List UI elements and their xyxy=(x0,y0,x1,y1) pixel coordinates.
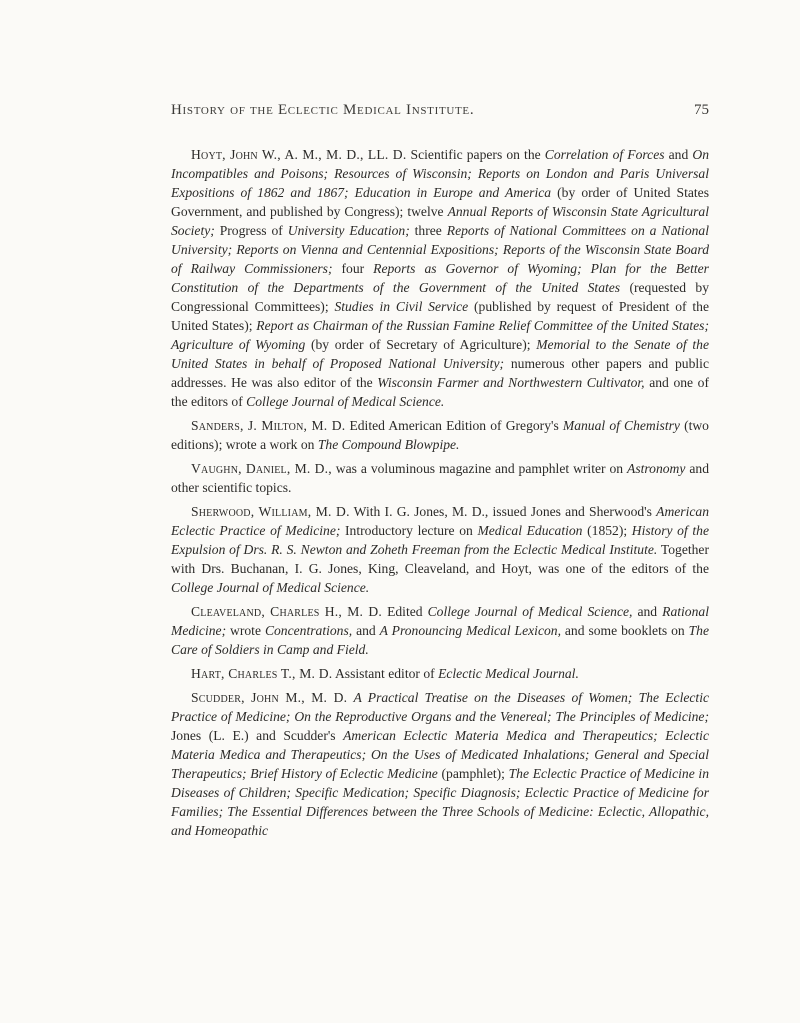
entry-text: (two editions); wrote a work on xyxy=(171,418,709,452)
entry-text: Edited American Edition of Gregory's xyxy=(345,418,563,433)
italic-title: Rational Medicine; xyxy=(171,604,709,638)
italic-title: History of the Expulsion of Drs. R. S. Newton and Zoheth Freeman from the Eclectic Medical Institute. xyxy=(171,523,709,557)
page-number: 75 xyxy=(694,102,709,118)
entry-text: With I. G. Jones, M. D., issued Jones and Sherwood's xyxy=(349,504,657,519)
italic-title: Astronomy xyxy=(627,461,686,476)
italic-title: University Education; xyxy=(287,223,410,238)
italic-title: Reports as Governor of Wyoming; Plan for the Better Constitution of the Departments of the Government of the United States xyxy=(171,261,709,295)
italic-title: Annual Reports of Wisconsin State Agricultural Society; xyxy=(171,204,709,238)
author-name: Sherwood, William, M. D. xyxy=(191,504,350,519)
italic-title: College Journal of Medical Science. xyxy=(171,580,370,595)
entry-sanders xyxy=(171,416,709,454)
entry-hart xyxy=(171,664,709,683)
entry-cleaveland xyxy=(171,602,709,659)
italic-title: Memorial to the Senate of the United States in behalf of Proposed National University; xyxy=(171,337,709,371)
entry-text: (by order of Secretary of Agriculture); xyxy=(305,337,537,352)
italic-title: Reports of National Committees on a National University; Reports on Vienna and Centennial Expositions; Reports of the Wisconsin State Board of Railway Commissioners; xyxy=(171,223,709,276)
entry-text: and some booklets on xyxy=(560,623,689,638)
entry-text: and xyxy=(632,604,663,619)
entry-text: Edited xyxy=(382,604,428,619)
entry-text: Jones (L. E.) and Scudder's xyxy=(171,728,344,743)
italic-title: Correlation of Forces xyxy=(544,147,665,162)
italic-title: A Practical Treatise on the Diseases of Women; The Eclectic Practice of Medicine; On the Reproductive Organs and the Venereal; The Principles of Medicine; xyxy=(171,690,709,724)
entry-hoyt xyxy=(171,145,709,411)
entry-text: and one of the editors of xyxy=(171,375,710,409)
italic-title: Eclectic Medical Journal. xyxy=(438,666,579,681)
entry-text: (by order of United States Government, and published by Congress); twelve xyxy=(171,185,709,219)
entry-text: wrote xyxy=(226,623,265,638)
italic-title: Manual of Chemistry xyxy=(562,418,680,433)
entry-text: Assistant editor of xyxy=(332,666,439,681)
italic-title: Wisconsin Farmer and Northwestern Cultivator, xyxy=(377,375,645,390)
entry-text: (1852); xyxy=(582,523,632,538)
author-name: Sanders, J. Milton, M. D. xyxy=(191,418,346,433)
author-name: Hart, Charles T., M. D. xyxy=(191,666,333,681)
author-name: Scudder, John M., M. D. xyxy=(191,690,348,705)
entry-sherwood xyxy=(171,502,709,597)
entry-scudder xyxy=(171,688,709,840)
entry-text: Scientific papers on the xyxy=(406,147,545,162)
italic-title: College Journal of Medical Science, xyxy=(427,604,633,619)
running-title: History of the Eclectic Medical Institute. xyxy=(171,102,475,118)
italic-title: On Incompatibles and Poisons; Resources of Wisconsin; Reports on London and Paris Universal Expositions of 1862 and 1867; Education in Europe and America xyxy=(171,147,710,200)
entry-text: was a voluminous magazine and pamphlet writer on xyxy=(331,461,628,476)
entry-text: Introductory lecture on xyxy=(340,523,478,538)
italic-title: The Care of Soldiers in Camp and Field. xyxy=(171,623,709,657)
italic-title: Concentrations, xyxy=(264,623,353,638)
running-header xyxy=(171,102,709,124)
italic-title: Medical Education xyxy=(477,523,583,538)
author-name: Cleaveland, Charles H., M. D. xyxy=(191,604,383,619)
italic-title: The Eclectic Practice of Medicine in Diseases of Children; Specific Medication; Specific Diagnosis; Eclectic Practice of Medicine for Families; The Essential Differences between the Three Schools of Medicine: Eclectic, Allopathic, and Homeopathic xyxy=(171,766,709,838)
italic-title: Report as Chairman of the Russian Famine Relief Committee of the United States; Agriculture of Wyoming xyxy=(171,318,709,352)
italic-title: Studies in Civil Service xyxy=(334,299,469,314)
italic-title: American Eclectic Practice of Medicine; xyxy=(171,504,709,538)
entry-text: four xyxy=(332,261,374,276)
entry-text: (published by request of President of the United States); xyxy=(171,299,709,333)
italic-title: A Pronouncing Medical Lexicon, xyxy=(379,623,561,638)
entry-vaughn xyxy=(171,459,709,497)
entry-text: Together with Drs. Buchanan, I. G. Jones, King, Cleaveland, and Hoyt, was one of the editors of the xyxy=(171,542,709,576)
italic-title: College Journal of Medical Science. xyxy=(246,394,445,409)
entry-text: Progress of xyxy=(214,223,288,238)
italic-title: The Compound Blowpipe. xyxy=(317,437,460,452)
entry-text: and other scientific topics. xyxy=(171,461,709,495)
page-body xyxy=(171,145,709,845)
italic-title: American Eclectic Materia Medica and Therapeutics; Eclectic Materia Medica and Therapeutics; On the Uses of Medicated Inhalations; General and Special Therapeutics; Brief History of Eclectic Medicine xyxy=(171,728,709,781)
author-name: Hoyt, John W., A. M., M. D., LL. D. xyxy=(191,147,407,162)
author-name: Vaughn, Daniel, M. D., xyxy=(191,461,332,476)
entry-text: and xyxy=(352,623,380,638)
entry-text: (pamphlet); xyxy=(437,766,509,781)
entry-text: three xyxy=(409,223,447,238)
entry-text: and xyxy=(664,147,693,162)
entry-text: numerous other papers and public addresses. He was also editor of the xyxy=(171,356,709,390)
entry-text: (requested by Congressional Committees); xyxy=(171,280,709,314)
